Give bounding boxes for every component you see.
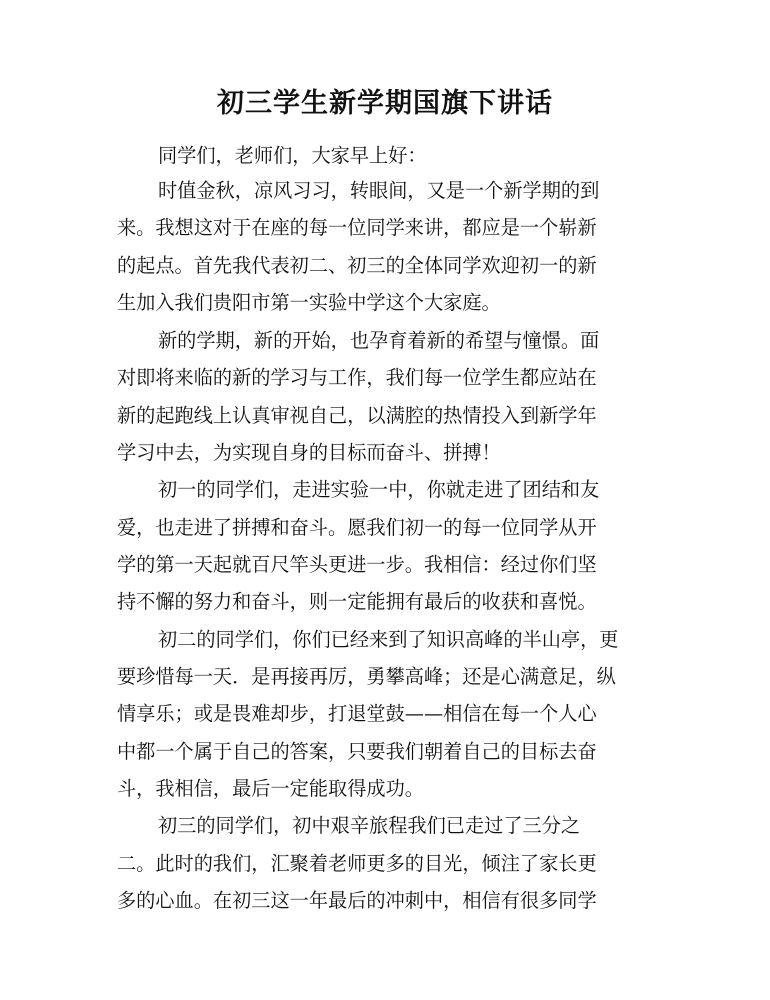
text-line: 来。我想这对于在座的每一位同学来讲，都应是一个崭新	[117, 216, 597, 239]
text-line: 学的第一天起就百尺竿头更进一步。我相信：经过你们坚	[117, 553, 597, 576]
text-line: 斗，我相信，最后一定能取得成功。	[117, 777, 424, 800]
text-line: 多的心血。在初三这一年最后的冲刺中，相信有很多同学	[117, 889, 597, 912]
document-title: 初三学生新学期国旗下讲话	[217, 88, 553, 119]
text-line: 要珍惜每一天．是再接再厉，勇攀高峰；还是心满意足，纵	[117, 665, 616, 688]
text-line: 的起点。首先我代表初二、初三的全体同学欢迎初一的新	[117, 254, 597, 277]
text-line: 学习中去，为实现自身的目标而奋斗、拼搏！	[117, 441, 501, 464]
text-line: 时值金秋，凉风习习，转眼间，又是一个新学期的到	[158, 179, 600, 202]
text-line: 新的起跑线上认真审视自己，以满腔的热情投入到新学年	[117, 404, 597, 427]
text-line: 初二的同学们，你们已经来到了知识高峰的半山亭，更	[158, 628, 619, 651]
text-line: 中都一个属于自己的答案，只要我们朝着自己的目标去奋	[117, 740, 597, 763]
text-line: 初三的同学们，初中艰辛旅程我们已走过了三分之	[158, 814, 581, 837]
text-line: 对即将来临的新的学习与工作，我们每一位学生都应站在	[117, 366, 597, 389]
text-line: 持不懈的努力和奋斗，则一定能拥有最后的收获和喜悦。	[117, 590, 597, 613]
text-line: 爱，也走进了拼搏和奋斗。愿我们初一的每一位同学从开	[117, 516, 597, 539]
text-line: 同学们，老师们，大家早上好：	[158, 144, 427, 167]
text-line: 初一的同学们，走进实验一中，你就走进了团结和友	[158, 478, 600, 501]
text-line: 新的学期，新的开始，也孕育着新的希望与憧憬。面	[158, 329, 600, 352]
text-line: 二。此时的我们，汇聚着老师更多的目光，倾注了家长更	[117, 852, 597, 875]
text-line: 生加入我们贵阳市第一实验中学这个大家庭。	[117, 291, 501, 314]
text-line: 情享乐；或是畏难却步，打退堂鼓——相信在每一个人心	[117, 702, 597, 725]
